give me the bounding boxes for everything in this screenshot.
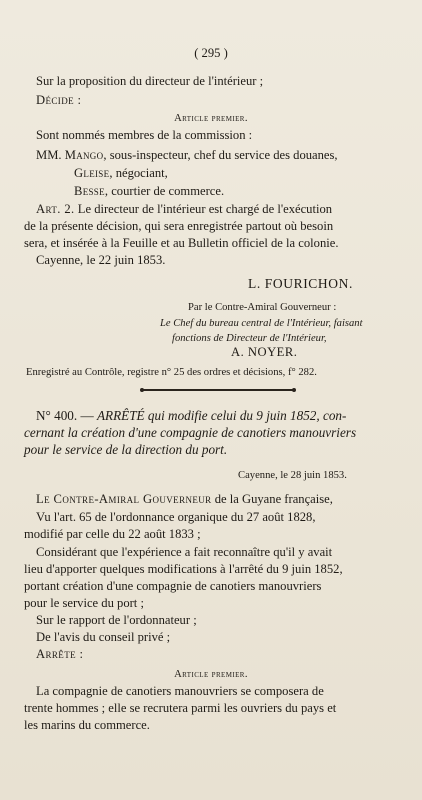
doc2-title-line-2: cernant la création d'une compagnie de canotiers manouvriers — [24, 425, 357, 440]
member-role-mango: , sous-inspecteur, chef du service des douanes, — [103, 148, 338, 162]
chef-line-2: fonctions de Directeur de l'Intérieur, — [172, 333, 327, 344]
avis-line: De l'avis du conseil privé ; — [36, 630, 171, 644]
art2-text-1: Le directeur de l'intérieur est chargé de l'exécution — [74, 202, 333, 216]
art2-line-3: sera, et insérée à la Feuille et au Bulletin officiel de la colonie. — [24, 236, 339, 250]
page-number: ( 295 ) — [194, 46, 228, 60]
governor-line — [36, 492, 333, 507]
member-name-gleise: Gleise — [74, 166, 110, 180]
member-role-besse: , courtier de commerce. — [104, 184, 225, 198]
signature-fourichon: L. FOURICHON. — [248, 276, 353, 291]
art2-label: Art. 2. — [36, 202, 75, 216]
proposal-line: Sur la proposition du directeur de l'intérieur ; — [36, 74, 264, 88]
art1-line-1: La compagnie de canotiers manouvriers se composera de — [36, 684, 324, 698]
rapport-line: Sur le rapport de l'ordonnateur ; — [36, 613, 197, 627]
article-premier-heading-1: Article premier. — [174, 113, 248, 124]
arrete-heading: Arrête : — [36, 647, 84, 661]
member-name-besse: Besse — [74, 184, 105, 198]
member-line-3 — [74, 184, 224, 199]
vu-line-1: Vu l'art. 65 de l'ordonnance organique du 27 août 1828, — [36, 510, 316, 524]
member-line-2 — [74, 166, 168, 181]
doc2-title-line-3: pour le service de la direction du port. — [24, 442, 228, 457]
decide-heading: Décide : — [36, 93, 82, 107]
governor-caps: Le Contre-Amiral Gouverneur — [36, 492, 212, 506]
member-name-mango: Mango — [64, 148, 104, 162]
mm-label: MM. — [36, 148, 62, 162]
members-intro: Sont nommés membres de la commission : — [36, 128, 253, 142]
doc2-date-line: Cayenne, le 28 juin 1853. — [238, 470, 347, 481]
art2-line-1 — [36, 202, 332, 217]
doc2-number: N° 400. — [36, 408, 78, 423]
doc2-title-1-rest: qui modifie celui du 9 juin 1852, con- — [144, 408, 347, 423]
signatory-noyer: A. NOYER. — [231, 345, 298, 359]
by-governor-line: Par le Contre-Amiral Gouverneur : — [188, 302, 337, 313]
section-divider — [143, 389, 293, 391]
art1-line-3: les marins du commerce. — [24, 718, 150, 732]
doc2-title-line-1 — [36, 408, 346, 423]
doc2-dash: — — [77, 408, 97, 423]
art2-line-2: de la présente décision, qui sera enregistrée partout où besoin — [24, 219, 334, 233]
considerant-line-1: Considérant que l'expérience a fait reconnaître qu'il y avait — [36, 545, 333, 559]
doc2-arrete-word: ARRÊTÉ — [96, 408, 145, 423]
considerant-line-4: pour le service du port ; — [24, 596, 144, 610]
considerant-line-3: portant création d'une compagnie de canotiers manouvriers — [24, 579, 322, 593]
member-role-gleise: , négociant, — [109, 166, 168, 180]
art1-line-2: trente hommes ; elle se recrutera parmi les ouvriers du pays et — [24, 701, 337, 715]
considerant-line-2: lieu d'apporter quelques modifications à l'arrêté du 9 juin 1852, — [24, 562, 343, 576]
member-line-1 — [36, 148, 338, 163]
governor-rest: de la Guyane française, — [211, 492, 333, 506]
vu-line-2: modifié par celle du 22 août 1833 ; — [24, 527, 201, 541]
doc1-date-line: Cayenne, le 22 juin 1853. — [36, 253, 166, 267]
registered-line: Enregistré au Contrôle, registre n° 25 des ordres et décisions, f° 282. — [26, 367, 317, 378]
article-premier-heading-2: Article premier. — [174, 669, 248, 680]
chef-line-1: Le Chef du bureau central de l'Intérieur, faisant — [160, 318, 363, 329]
